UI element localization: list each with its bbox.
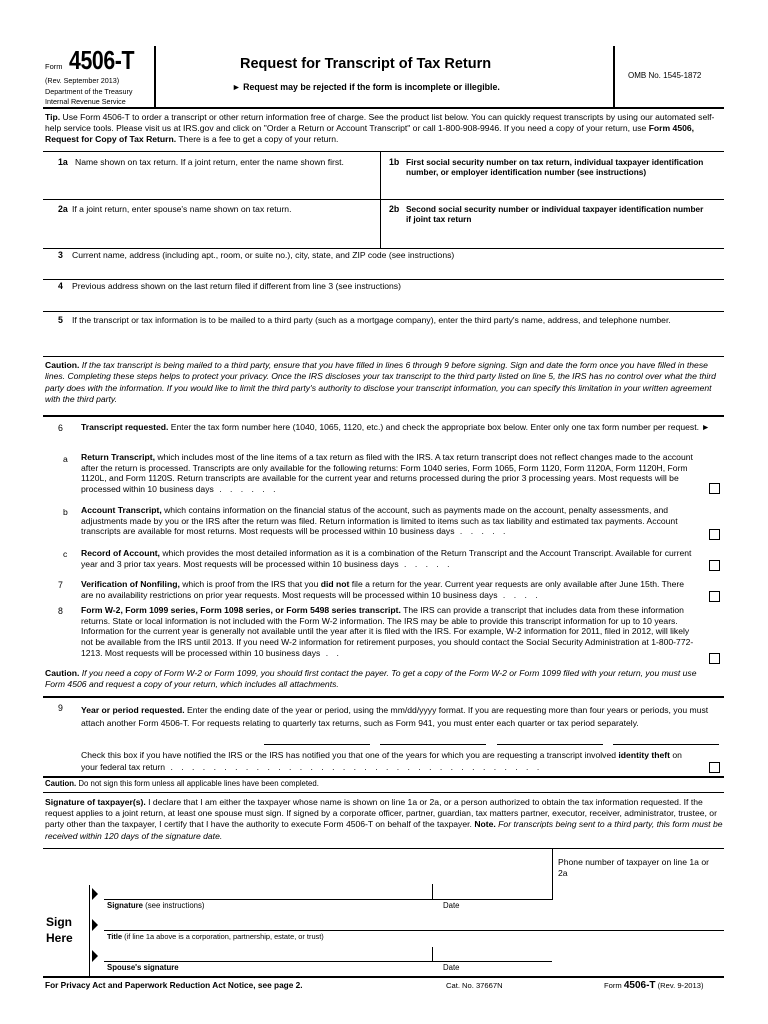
form-subtitle: ► Request may be rejected if the form is incomplete or illegible. xyxy=(232,82,500,92)
catalog-number: Cat. No. 37667N xyxy=(446,981,503,990)
line-5-label: If the transcript or tax information is to be mailed to a third party (such as a mortgage company), enter the third party's name, address, and telephone number. xyxy=(72,315,671,325)
omb-number: OMB No. 1545-1872 xyxy=(628,71,702,80)
line-4-number: 4 xyxy=(58,281,63,291)
footer-form-id: Form 4506-T (Rev. 9-2013) xyxy=(604,980,704,991)
line-2a-number: 2a xyxy=(58,204,68,214)
sign-here-label: Sign Here xyxy=(46,915,73,945)
form-w2-transcript-checkbox[interactable] xyxy=(709,653,720,664)
line-6a-text: Return Transcript, which includes most of the line items of a tax return as filed with the IRS. A tax return transcript does not reflect changes made to the account after the return is processed. Transcripts are only available for the following returns: Form 1040 series, Form 1065, Form 1120, Form 1120A, Form 1120H, Form 1120L, and Form 1120S. Return transcripts are available for the current year and returns processed during the prior 3 processing years. Most requests will be processed within 10 business days . . . . . . xyxy=(81,452,693,495)
phone-field[interactable] xyxy=(556,882,722,898)
line-1b-label: First social security number on tax return, individual taxpayer identification number, or employer identification number (see instructions) xyxy=(406,157,704,178)
account-transcript-checkbox[interactable] xyxy=(709,529,720,540)
identity-theft-checkbox[interactable] xyxy=(709,762,720,773)
line-1a-label: Name shown on tax return. If a joint return, enter the name shown first. xyxy=(75,157,344,167)
sign-arrow-3 xyxy=(92,950,98,962)
form-number: 4506-T xyxy=(69,45,135,75)
line-6-text: Transcript requested. Enter the tax form number here (1040, 1065, 1120, etc.) and check the appropriate box below. Enter only one tax form number per request. ► xyxy=(81,422,710,432)
line-6c-letter: c xyxy=(63,549,68,559)
identity-theft-text: Check this box if you have notified the IRS or the IRS has notified you that one of the years for which you are requesting a transcript involved identity theft on your federal tax return . . . . . . . . . . . . . . . . . . . . . . . . . . . . . . . . . . . xyxy=(81,750,682,772)
line-9-number: 9 xyxy=(58,703,63,713)
line-6-number: 6 xyxy=(58,423,63,433)
caution-paragraph-3: Caution. Do not sign this form unless all applicable lines have been completed. xyxy=(45,779,319,788)
line-4-label: Previous address shown on the last return filed if different from line 3 (see instructions) xyxy=(72,281,401,291)
caution-paragraph-1: Caution. If the tax transcript is being mailed to a third party, ensure that you have filled in lines 6 through 9 before signing. Sign and date the form once you have filled in these lines. Completing these steps helps to protect your privacy. Once the IRS discloses your tax transcript to the third party listed on line 5, the IRS has no control over what the third party does with the information. If you would like to limit the third party's authority to disclose your transcript information, you can specify this limitation in your written agreement with the third party. xyxy=(45,360,716,405)
verification-nonfiling-checkbox[interactable] xyxy=(709,591,720,602)
spouse-name-field[interactable] xyxy=(50,218,376,246)
line-5-number: 5 xyxy=(58,315,63,325)
form-word: Form xyxy=(45,62,63,71)
form-title: Request for Transcript of Tax Return xyxy=(240,56,492,72)
line-8-number: 8 xyxy=(58,606,63,616)
line-6c-text: Record of Account, which provides the most detailed information as it is a combination of the Return Transcript and the Account Transcript. Available for current year and 3 prior tax years. Most requests will be processed within 10 business days . . . . . xyxy=(81,548,692,569)
date-label-2: Date xyxy=(443,963,460,972)
signature-field[interactable] xyxy=(104,899,552,900)
header-divider-right xyxy=(613,46,615,108)
tip-paragraph: Tip. Use Form 4506-T to order a transcript or other return information free of charge. See the product list below. You can quickly request transcripts by using our automated self-help service tools. Please visit us at IRS.gov and click on "Order a Return or Account Transcript" or call 1-800-908-9946. If you need a copy of your return, use Form 4506, Request for Copy of Tax Return. There is a fee to get a copy of your return. xyxy=(45,112,715,145)
line-1a-number: 1a xyxy=(58,157,68,167)
privacy-notice: For Privacy Act and Paperwork Reduction Act Notice, see page 2. xyxy=(45,980,303,990)
return-transcript-checkbox[interactable] xyxy=(709,483,720,494)
spouse-signature-label: Spouse's signature xyxy=(107,963,179,972)
line-6b-letter: b xyxy=(63,507,68,517)
title-field[interactable] xyxy=(104,930,724,931)
line-7-text: Verification of Nonfiling, which is proof from the IRS that you did not file a return for the year. Current year requests are only available after June 15th. There are no availability restrictions on prior year requests. Most requests will be processed within 10 business days . . . . xyxy=(81,579,685,600)
name-field[interactable] xyxy=(50,176,376,198)
period-2-field[interactable] xyxy=(380,744,486,745)
period-3-field[interactable] xyxy=(497,744,603,745)
sign-arrow-2 xyxy=(92,919,98,931)
line-3-label: Current name, address (including apt., room, or suite no.), city, state, and ZIP code (see instructions) xyxy=(72,250,455,260)
period-1-field[interactable] xyxy=(264,744,370,745)
header-bottom-rule xyxy=(43,107,724,109)
line-6b-text: Account Transcript, which contains information on the financial status of the account, such as payments made on the account, penalty assessments, and adjustments made by you or the IRS after the return was filed. Return information is limited to items such as tax liability and estimated tax payments. Account transcripts are available for most returns. Most requests will be processed within 10 business days . . . . . xyxy=(81,505,678,537)
title-label: Title (if line 1a above is a corporation, partnership, estate, or trust) xyxy=(107,932,324,941)
line-2b-number: 2b xyxy=(389,204,400,214)
form-revision: (Rev. September 2013) xyxy=(45,76,120,85)
line-2a-label: If a joint return, enter spouse's name shown on tax return. xyxy=(72,204,292,214)
third-party-field[interactable] xyxy=(50,336,720,354)
line-3-number: 3 xyxy=(58,250,63,260)
header-divider-left xyxy=(154,46,156,108)
period-4-field[interactable] xyxy=(613,744,719,745)
date-label-1: Date xyxy=(443,901,460,910)
current-address-field[interactable] xyxy=(50,262,720,278)
line-2b-label: Second social security number or individual taxpayer identification number if joint tax return xyxy=(406,204,704,225)
line-8-text: Form W-2, Form 1099 series, Form 1098 series, or Form 5498 series transcript. The IRS can provide a transcript that includes data from these information returns. State or local information is not included with the Form W-2 information. The IRS may be able to provide this transcript information for up to 10 years. Information for the current year is generally not available until the year after it is filed with the IRS. For example, W-2 information for 2011, filed in 2012, will likely not be available from the IRS until 2013. If you need W-2 information for retirement purposes, you should contact the Social Security Administration at 1-800-772-1213. Most requests will be processed within 10 business days . . xyxy=(81,605,694,658)
signature-declaration: Signature of taxpayer(s). I declare that I am either the taxpayer whose name is shown on line 1a or 2a, or a person authorized to obtain the tax information requested. If the request applies to a joint return, at least one spouse must sign. If signed by a corporate officer, partner, guardian, tax matters partner, executor, receiver, administrator, trustee, or party other than the taxpayer, I certify that I have the authority to execute Form 4506-T on behalf of the taxpayer. Note. For transcripts being sent to a third party, this form must be received within 120 days of the signature date. xyxy=(45,797,723,841)
line-7-number: 7 xyxy=(58,580,63,590)
spouse-ssn-field[interactable] xyxy=(386,228,721,246)
tax-form-number-field[interactable] xyxy=(187,435,387,447)
line-9-text: Year or period requested. Enter the ending date of the year or period, using the mm/dd/yyyy format. If you are requesting more than four years or periods, you must attach another Form 4506-T. For requests relating to quarterly tax returns, such as Form 941, you must enter each quarter or tax period separately. xyxy=(81,705,709,728)
spouse-signature-field[interactable] xyxy=(104,961,552,962)
tip-label: Tip. xyxy=(45,112,61,122)
signature-label: Signature (see instructions) xyxy=(107,901,205,910)
record-of-account-checkbox[interactable] xyxy=(709,560,720,571)
department-line1: Department of the Treasury xyxy=(45,87,133,96)
phone-label: Phone number of taxpayer on line 1a or 2a xyxy=(558,857,709,878)
line-6a-letter: a xyxy=(63,454,68,464)
ssn-field[interactable] xyxy=(386,178,721,198)
line-1b-number: 1b xyxy=(389,157,400,167)
caution-paragraph-2: Caution. If you need a copy of Form W-2 or Form 1099, you should first contact the payer. To get a copy of the Form W-2 or Form 1099 filed with your return, you must use Form 4506 and request a copy of your return, which includes all attachments. xyxy=(45,668,697,690)
previous-address-field[interactable] xyxy=(50,293,720,309)
department-line2: Internal Revenue Service xyxy=(45,97,126,106)
sign-arrow-1 xyxy=(92,888,98,900)
